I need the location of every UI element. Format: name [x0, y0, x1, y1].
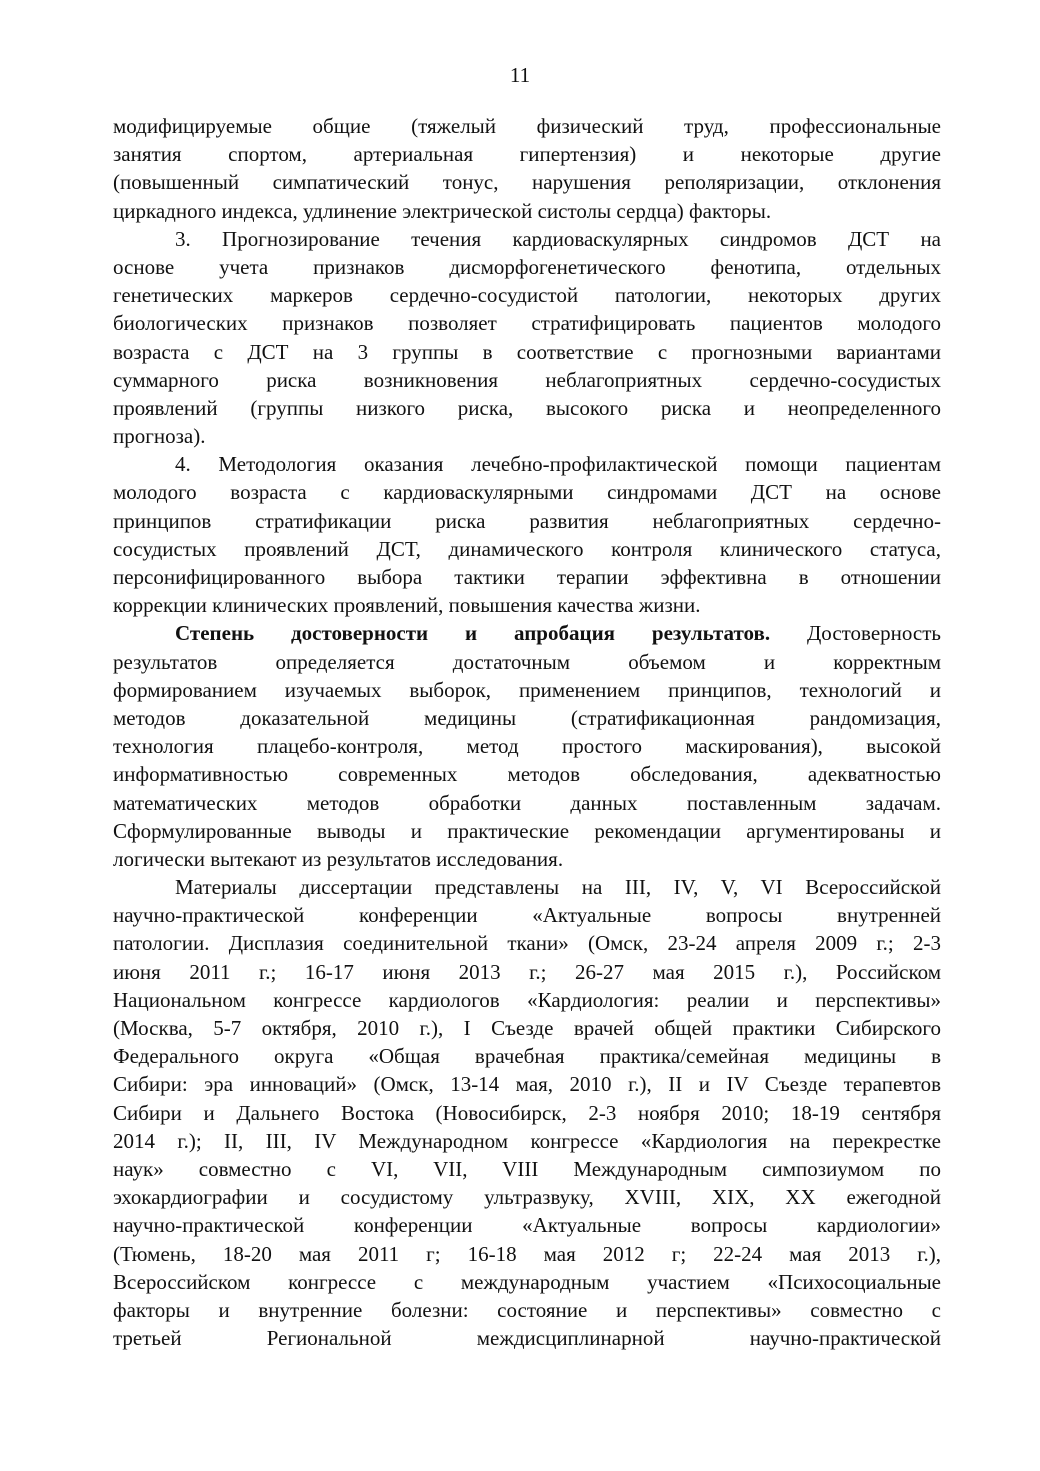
- text-line: (Тюмень, 18-20 мая 2011 г; 16-18 мая 2012 г; 22-24 мая 2013 г.),: [113, 1241, 941, 1266]
- text-line: (Москва, 5-7 октября, 2010 г.), I Съезде врачей общей практики Сибирского: [113, 1016, 941, 1040]
- text-line: научно-практической конференции «Актуальные вопросы внутренней: [113, 903, 941, 928]
- page-number: 11: [509, 63, 531, 87]
- text-line: 3. Прогнозирование течения кардиоваскулярных синдромов ДСТ на: [175, 226, 941, 251]
- text-line: биологических признаков позволяет стратифицировать пациентов молодого: [113, 311, 941, 336]
- heading-line-rest: Достоверность: [806, 621, 942, 646]
- document-body: [113, 112, 941, 1352]
- text-line: основе учета признаков дисморфогенетического фенотипа, отдельных: [113, 254, 941, 279]
- text-line: (повышенный симпатический тонус, нарушения реполяризации, отклонения: [113, 170, 941, 195]
- text-line: проявлений (группы низкого риска, высокого риска и неопределенного: [113, 395, 941, 420]
- text-line: июня 2011 г.; 16-17 июня 2013 г.; 26-27 мая 2015 г.), Российском: [113, 959, 941, 984]
- text-line: Сибири и Дальнего Востока (Новосибирск, 2-3 ноября 2010; 18-19 сентября: [113, 1100, 941, 1125]
- text-line: результатов определяется достаточным объемом и корректным: [113, 649, 941, 674]
- text-line: коррекции клинических проявлений, повышения качества жизни.: [113, 593, 701, 618]
- text-line: эхокардиографии и сосудистому ультразвуку, XVIII, XIX, XX ежегодной: [113, 1185, 941, 1210]
- text-line: логически вытекают из результатов исследования.: [113, 846, 564, 871]
- text-line: возраста с ДСТ на 3 группы в соответствие с прогнозными вариантами: [113, 339, 941, 364]
- text-line: Национальном конгрессе кардиологов «Кардиология: реалии и перспективы»: [113, 987, 941, 1012]
- text-line: принципов стратификации риска развития неблагоприятных сердечно-: [113, 508, 941, 533]
- paragraph-item-3: [113, 225, 941, 451]
- text-line: математических методов обработки данных поставленным задачам.: [113, 790, 941, 815]
- paragraph-risk-factors: [113, 112, 941, 225]
- text-line: технология плацебо-контроля, метод простого маскирования), высокой: [113, 734, 941, 759]
- text-line: Сформулированные выводы и практические рекомендации аргументированы и: [113, 818, 941, 843]
- text-line: Материалы диссертации представлены на III, IV, V, VI Всероссийской: [175, 875, 941, 900]
- text-line: Всероссийском конгрессе с международным участием «Психосоциальные: [113, 1269, 941, 1294]
- text-line: суммарного риска возникновения неблагоприятных сердечно-сосудистых: [113, 367, 941, 392]
- text-line: генетических маркеров сердечно-сосудистой патологии, некоторых других: [113, 283, 941, 308]
- text-line: методов доказательной медицины (стратификационная рандомизация,: [113, 705, 941, 730]
- section-heading-line: [113, 619, 941, 647]
- text-line: 2014 г.); II, III, IV Международном конгрессе «Кардиология на перекрестке: [113, 1128, 941, 1153]
- text-line: научно-практической конференции «Актуальные вопросы кардиологии»: [113, 1213, 941, 1238]
- text-line: наук» совместно с VI, VII, VIII Международным симпозиумом по: [113, 1156, 941, 1181]
- text-line: молодого возраста с кардиоваскулярными синдромами ДСТ на основе: [113, 480, 941, 505]
- section-heading: Степень достоверности и апробация результатов.: [175, 621, 771, 646]
- text-line: прогноза).: [113, 424, 206, 449]
- text-line: модифицируемые общие (тяжелый физический труд, профессиональные: [113, 114, 941, 138]
- text-line: 4. Методология оказания лечебно-профилактической помощи пациентам: [175, 452, 941, 477]
- text-line: циркадного индекса, удлинение электрической систолы сердца) факторы.: [113, 198, 772, 223]
- paragraph-item-4: [113, 450, 941, 619]
- text-line: сосудистых проявлений ДСТ, динамического контроля клинического статуса,: [113, 536, 941, 561]
- paragraph-reliability: [113, 619, 941, 873]
- text-line: факторы и внутренние болезни: состояние и перспективы» совместно с: [113, 1297, 941, 1322]
- paragraph-conferences: [113, 873, 941, 1352]
- text-line: информативностью современных методов обследования, адекватностью: [113, 762, 941, 787]
- text-line: Сибири: эра инноваций» (Омск, 13-14 мая, 2010 г.), II и IV Съезде терапевтов: [113, 1072, 941, 1097]
- text-line: Федерального округа «Общая врачебная практика/семейная медицины в: [113, 1044, 941, 1069]
- text-line: патологии. Дисплазия соединительной ткани» (Омск, 23-24 апреля 2009 г.; 2-3: [113, 931, 941, 956]
- text-line: занятия спортом, артериальная гипертензия) и некоторые другие: [113, 142, 941, 167]
- text-line: формированием изучаемых выборок, применением принципов, технологий и: [113, 677, 941, 702]
- text-line: третьей Региональной междисциплинарной научно-практической: [113, 1326, 941, 1351]
- text-line: персонифицированного выбора тактики терапии эффективна в отношении: [113, 565, 941, 589]
